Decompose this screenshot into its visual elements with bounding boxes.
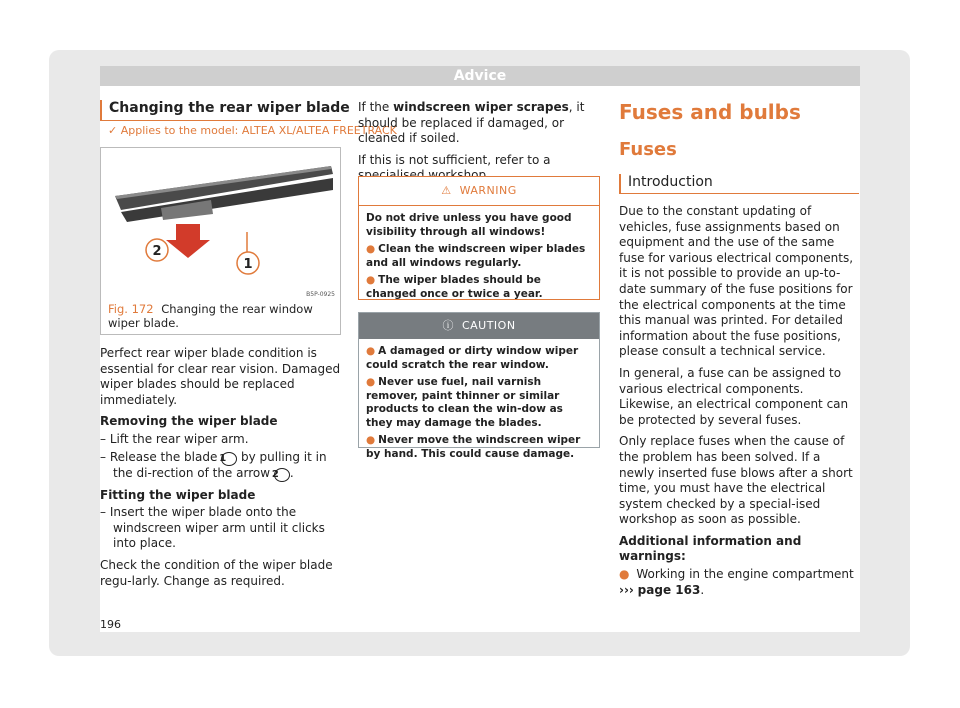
caution-body (359, 339, 599, 471)
scrape-text-a: If the (358, 100, 390, 114)
applies-text: Applies to the model: ALTEA XL/ALTEA FREETRACK (120, 124, 397, 137)
section-heading-introduction: Introduction (619, 174, 859, 194)
fitting-heading: Fitting the wiper blade (100, 487, 256, 502)
fitting-step-1-text: Insert the wiper blade onto the windscreen wiper arm until it clicks into place. (109, 505, 325, 551)
callout-number-2: 2 (152, 244, 162, 259)
closing-paragraph: Check the condition of the wiper blade regu-larly. Change as required. (100, 557, 333, 588)
callout-number-1: 1 (243, 257, 253, 272)
chapter-subtitle: Fuses (619, 139, 677, 160)
info-circle-icon: ⓘ (442, 319, 454, 332)
page-link-end: . (700, 582, 705, 597)
caution-item-1 (366, 345, 592, 372)
link-arrows-icon: ››› (619, 582, 634, 597)
additional-item-1-text: Working in the engine compartment (636, 567, 854, 582)
warning-item-2-text: The wiper blades should be changed once or twice a year. (366, 274, 543, 300)
introduction-underline (619, 193, 859, 194)
caution-item-2 (366, 376, 592, 430)
caution-header (359, 313, 599, 339)
bullet-icon: ● (619, 567, 630, 582)
warning-triangle-icon: ⚠ (441, 184, 452, 197)
caution-item-2-text: Never use fuel, nail varnish remover, paint thinner or similar products to clean the win-dow as they may damage the blades. (366, 376, 563, 429)
applies-note (108, 124, 397, 137)
bullet-icon: ● (366, 345, 376, 357)
caution-item-3 (366, 434, 592, 461)
intro-paragraph: Perfect rear wiper blade condition is essential for clear rear vision. Damaged wiper blades should be replaced immediately. (100, 346, 341, 407)
scrape-paragraph (358, 100, 601, 147)
section-heading-wiper: Changing the rear wiper blade (100, 100, 350, 120)
caution-title: CAUTION (461, 319, 516, 332)
scrape-text-b: , it should be replaced if damaged, or cleaned if soiled. (358, 100, 585, 146)
caution-item-1-text: A damaged or dirty window wiper could scratch the rear window. (366, 345, 579, 371)
bullet-icon: ● (366, 243, 376, 255)
warning-body (359, 206, 599, 311)
header-title: Advice (453, 68, 507, 84)
workshop-paragraph: If this is not sufficient, refer to a (358, 152, 551, 167)
figure-code: B5P-0925 (306, 291, 335, 298)
scrape-text-bold: windscreen wiper scrapes (393, 100, 569, 114)
bullet-icon: ● (366, 376, 376, 388)
page-link[interactable] (619, 583, 859, 599)
removing-step-2: – Release the blade 1 by pulling it in the di-rection of the arrow 2 . (100, 449, 327, 480)
caution-item-3-text: Never move the windscreen wiper by hand. This could cause damage. (366, 434, 581, 460)
warning-box (358, 176, 600, 300)
warning-item-1 (366, 243, 592, 270)
removing-heading: Removing the wiper blade (100, 414, 278, 429)
figure-label: Fig. 172 (108, 302, 154, 316)
arrow-down-icon (166, 224, 210, 258)
removing-step-1-text: Lift the rear wiper arm. (109, 431, 249, 446)
bullet-icon: ● (366, 434, 376, 446)
page-link-text[interactable]: page 163 (637, 582, 701, 597)
badge-2: 2 (274, 468, 290, 482)
fuses-paragraph-2: In general, a fuse can be assigned to various electrical components. Likewise, an electrical component can be protected by several fuses. (619, 365, 849, 427)
badge-1: 1 (221, 452, 237, 466)
additional-item-1 (619, 567, 859, 583)
warning-item-1-text: Clean the windscreen wiper blades and all windows regularly. (366, 243, 586, 269)
removing-step-2-text-b: by pulling it in the di-rection of the arrow (113, 449, 327, 480)
warning-item-2 (366, 274, 592, 301)
figure-caption-text: Changing the rear window wiper blade. (108, 302, 313, 330)
removing-step-2-text-a: Release the blade (109, 449, 218, 464)
heading-underline (100, 120, 341, 121)
fuses-paragraph-1: Due to the constant updating of vehicles, fuse assignments based on equipment and the use of the same fuse for various electrical components, it is not possible to provide an up-to-date summary of the fuse positions for the electrical components at the time this manual was printed. For detailed information about the fuse positions, please consult a technical service. (619, 204, 854, 359)
removing-step-1: – Lift the rear wiper arm. (100, 431, 249, 446)
chapter-title: Fuses and bulbs (619, 100, 801, 124)
caution-box (358, 312, 600, 460)
page-number: 196 (100, 618, 121, 631)
header-bar (100, 66, 860, 86)
check-icon: ✓ (108, 124, 118, 137)
warning-title: WARNING (459, 184, 517, 197)
fitting-step-1: – Insert the wiper blade onto the windscreen wiper arm until it clicks into place. (100, 505, 325, 551)
removing-step-2-text-c: . (289, 465, 294, 480)
right-body (619, 204, 859, 598)
warning-line-1: Do not drive unless you have good visibility through all windows! (366, 212, 572, 238)
left-body (100, 346, 345, 595)
figure-caption (108, 302, 336, 330)
fuses-paragraph-3: Only replace fuses when the cause of the problem has been solved. If a newly inserted fuse blows after a short time, you must have the electrical system checked by a special-ised workshop as soon as possible. (619, 434, 853, 527)
additional-heading: Additional information and warnings: (619, 533, 802, 564)
warning-header (359, 177, 599, 206)
bullet-icon: ● (366, 274, 376, 286)
